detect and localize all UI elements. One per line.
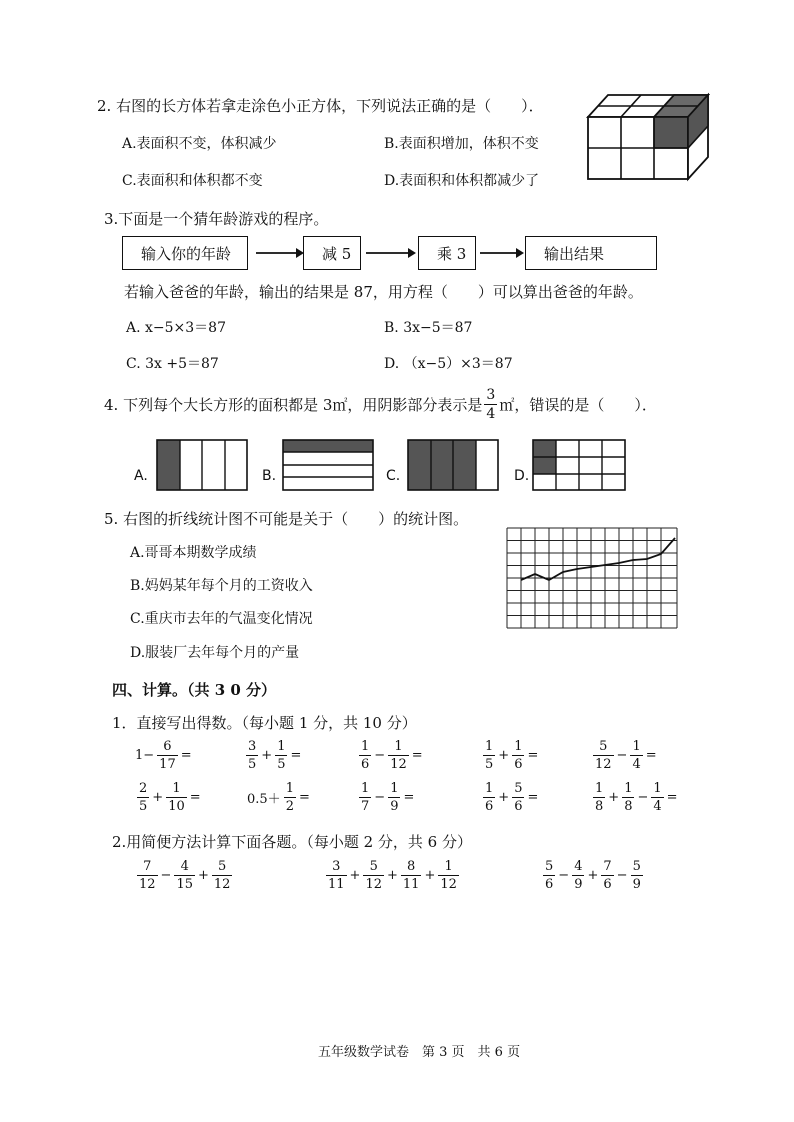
q4-fraction xyxy=(484,388,497,421)
q3-text2: 若输入爸爸的年龄，输出的结果是 87，用方程（ ）可以算出爸爸的年龄。 xyxy=(124,283,643,301)
fraction-denominator: 8 xyxy=(624,799,633,814)
fraction-denominator: 7 xyxy=(361,799,370,814)
fraction-numerator: 7 xyxy=(143,859,152,874)
fraction-numerator: 5 xyxy=(514,781,523,796)
section4-sub2: 2.用简便方法计算下面各题。（每小题 2 分，共 6 分） xyxy=(112,833,472,851)
flow-arrows xyxy=(252,245,532,261)
operator: = xyxy=(645,748,657,763)
fraction-denominator: 12 xyxy=(139,877,156,892)
page-footer: 五年级数学试卷 第 3 页 共 6 页 xyxy=(318,1045,521,1060)
fraction xyxy=(275,740,287,771)
operator: − xyxy=(616,868,628,883)
operator: + xyxy=(387,868,398,883)
q5-option-d: D.服装厂去年每个月的产量 xyxy=(130,645,300,661)
fraction-denominator: 12 xyxy=(365,877,382,892)
fraction xyxy=(593,782,605,813)
fraction-numerator: 5 xyxy=(632,859,641,874)
fraction-numerator: 1 xyxy=(285,781,294,796)
q4-figure-b xyxy=(283,440,375,490)
cuboid-figure xyxy=(588,95,708,190)
q3-option-b: B. 3x−5＝87 xyxy=(384,320,473,336)
q4-figure-c xyxy=(408,440,500,490)
fraction-numerator: 1 xyxy=(361,781,370,796)
q4-label-a: A. xyxy=(134,468,148,484)
q4-question xyxy=(104,388,657,421)
fraction xyxy=(157,740,178,771)
fraction-denominator: 12 xyxy=(213,877,231,892)
q4-frac-den: 4 xyxy=(486,406,496,422)
calc-row2-item3 xyxy=(359,782,415,813)
operator: + xyxy=(498,790,510,805)
fraction-numerator: 2 xyxy=(139,781,148,796)
fraction-denominator: 12 xyxy=(440,877,457,892)
fraction-numerator: 5 xyxy=(545,859,554,874)
q2-option-c: C.表面积和体积都不变 xyxy=(122,173,263,189)
fraction-denominator: 12 xyxy=(390,757,407,772)
fraction-denominator: 5 xyxy=(248,757,257,772)
fraction-denominator: 9 xyxy=(574,877,583,892)
fraction xyxy=(572,860,584,891)
operator: − xyxy=(374,790,386,805)
fraction xyxy=(601,860,613,891)
operator: + xyxy=(608,790,620,805)
calc-row2-item4 xyxy=(483,782,539,813)
fraction-numerator: 4 xyxy=(180,859,189,874)
fraction xyxy=(174,860,195,891)
q3-option-d: D. （x−5）×3＝87 xyxy=(384,356,513,372)
q2-option-a: A.表面积不变，体积减少 xyxy=(122,136,277,152)
fraction xyxy=(622,782,634,813)
fraction xyxy=(401,860,422,891)
operator: = xyxy=(298,790,310,805)
fraction-numerator: 5 xyxy=(599,739,608,754)
operator: 0.5＋ xyxy=(247,792,281,807)
fraction-numerator: 6 xyxy=(163,739,172,754)
fraction-numerator: 4 xyxy=(574,859,583,874)
fraction-numerator: 5 xyxy=(218,859,227,874)
operator: = xyxy=(180,748,192,763)
operator: = xyxy=(189,790,201,805)
operator: − xyxy=(637,790,649,805)
fraction xyxy=(630,740,642,771)
fraction-numerator: 1 xyxy=(361,739,370,754)
operator: = xyxy=(527,748,539,763)
operator: = xyxy=(290,748,302,763)
fraction xyxy=(438,860,459,891)
operator: + xyxy=(198,868,209,883)
fraction-numerator: 7 xyxy=(603,859,612,874)
fraction-denominator: 8 xyxy=(595,799,604,814)
fraction xyxy=(326,860,347,891)
q3-option-c: C. 3x +5＝87 xyxy=(126,356,219,372)
fraction-denominator: 5 xyxy=(277,757,286,772)
fraction-denominator: 11 xyxy=(328,877,345,892)
q5-option-a: A.哥哥本期数学成绩 xyxy=(130,545,257,561)
fraction-numerator: 1 xyxy=(390,781,399,796)
fraction xyxy=(512,740,524,771)
fraction-denominator: 17 xyxy=(159,757,176,772)
fraction xyxy=(359,740,371,771)
operator: = xyxy=(411,748,423,763)
fraction-numerator: 1 xyxy=(485,781,494,796)
section4-title: 四、计算。（共 3 0 分） xyxy=(112,681,277,699)
fraction-numerator: 1 xyxy=(172,781,181,796)
q3-option-a: A. x−5×3＝87 xyxy=(126,320,226,336)
fraction xyxy=(593,740,614,771)
q5-option-b: B.妈妈某年每个月的工资收入 xyxy=(130,578,313,594)
calc-row1-item1 xyxy=(134,740,193,771)
fraction xyxy=(359,782,371,813)
flow-step-output: 输出结果 xyxy=(525,236,657,270)
operator: − xyxy=(374,748,386,763)
fraction-denominator: 15 xyxy=(176,877,193,892)
fraction-numerator: 1 xyxy=(514,739,523,754)
calc-row1-item4 xyxy=(483,740,539,771)
operator: = xyxy=(666,790,678,805)
fraction xyxy=(137,860,158,891)
fraction xyxy=(388,740,409,771)
fraction-numerator: 1 xyxy=(277,739,286,754)
calc-row1-item3 xyxy=(359,740,424,771)
fraction xyxy=(631,860,643,891)
fraction xyxy=(543,860,555,891)
operator: 1− xyxy=(135,748,155,763)
fraction-numerator: 1 xyxy=(485,739,494,754)
fraction-numerator: 1 xyxy=(595,781,604,796)
fraction-numerator: 5 xyxy=(369,859,378,874)
calc-row1-item2 xyxy=(246,740,302,771)
operator: + xyxy=(349,868,361,883)
q2-option-b: B.表面积增加，体积不变 xyxy=(384,136,539,152)
fraction-denominator: 9 xyxy=(632,877,641,892)
fraction-denominator: 11 xyxy=(402,877,420,892)
operator: + xyxy=(587,868,599,883)
fraction-numerator: 1 xyxy=(444,859,453,874)
fraction-denominator: 12 xyxy=(595,757,612,772)
fraction-denominator: 6 xyxy=(485,799,494,814)
q2-option-d: D.表面积和体积都减少了 xyxy=(384,173,540,189)
q4-figure-d xyxy=(533,440,627,490)
q4-text-a: 4. 下列每个大长方形的面积都是 3㎡，用阴影部分表示是 xyxy=(104,396,483,414)
operator: − xyxy=(160,868,172,883)
q4-label-b: B. xyxy=(262,468,277,484)
fraction-denominator: 9 xyxy=(390,799,399,814)
fraction-denominator: 6 xyxy=(361,757,370,772)
q4-label-d: D. xyxy=(514,468,530,484)
fraction-denominator: 5 xyxy=(485,757,494,772)
fraction-denominator: 6 xyxy=(514,799,523,814)
fraction xyxy=(284,782,296,813)
fraction xyxy=(651,782,663,813)
fraction-denominator: 2 xyxy=(285,799,294,814)
flow-step-minus5: 减 5 xyxy=(303,236,361,270)
fraction-numerator: 1 xyxy=(394,739,403,754)
fraction xyxy=(483,740,495,771)
q2-text: 2. 右图的长方体若拿走涂色小正方体，下列说法正确的是（ ）． xyxy=(97,97,544,115)
calc-row2-item5 xyxy=(593,782,679,813)
fraction-denominator: 6 xyxy=(603,877,612,892)
operator: + xyxy=(152,790,164,805)
fraction xyxy=(212,860,233,891)
fraction-denominator: 4 xyxy=(632,757,641,772)
fraction-denominator: 6 xyxy=(545,877,554,892)
calc-row2-item2 xyxy=(246,782,311,813)
calc-row3-item2 xyxy=(326,860,459,891)
fraction xyxy=(137,782,149,813)
fraction-numerator: 1 xyxy=(653,781,662,796)
flow-step-input: 输入你的年龄 xyxy=(122,236,248,270)
q5-option-c: C.重庆市去年的气温变化情况 xyxy=(130,611,313,627)
operator: = xyxy=(527,790,539,805)
fraction-denominator: 5 xyxy=(139,799,148,814)
fraction-numerator: 1 xyxy=(632,739,641,754)
q5-text: 5. 右图的折线统计图不可能是关于（ ）的统计图。 xyxy=(104,510,469,528)
calc-row1-item5 xyxy=(593,740,658,771)
calc-row2-item1 xyxy=(137,782,202,813)
fraction-denominator: 6 xyxy=(514,757,523,772)
calc-row3-item1 xyxy=(137,860,232,891)
fraction-numerator: 3 xyxy=(248,739,257,754)
q4-figure-a xyxy=(157,440,249,490)
operator: − xyxy=(616,748,628,763)
fraction xyxy=(512,782,524,813)
operator: + xyxy=(424,868,436,883)
calc-row3-item3 xyxy=(543,860,643,891)
fraction xyxy=(363,860,384,891)
section4-sub1: 1．直接写出得数。（每小题 1 分，共 10 分） xyxy=(112,714,417,732)
q4-label-c: C. xyxy=(386,468,401,484)
fraction-numerator: 8 xyxy=(407,859,416,874)
line-chart-figure xyxy=(507,528,679,630)
fraction xyxy=(166,782,187,813)
fraction xyxy=(483,782,495,813)
operator: + xyxy=(498,748,510,763)
operator: − xyxy=(558,868,570,883)
operator: = xyxy=(403,790,415,805)
fraction xyxy=(388,782,400,813)
fraction-numerator: 3 xyxy=(332,859,341,874)
q4-text-b: ㎡，错误的是（ ）． xyxy=(499,396,657,414)
fraction xyxy=(246,740,258,771)
fraction-numerator: 1 xyxy=(624,781,633,796)
fraction-denominator: 10 xyxy=(168,799,185,814)
q3-text: 3.下面是一个猜年龄游戏的程序。 xyxy=(104,210,329,228)
flow-step-times3: 乘 3 xyxy=(418,236,476,270)
operator: + xyxy=(261,748,273,763)
q4-frac-num: 3 xyxy=(486,387,496,403)
fraction-denominator: 4 xyxy=(653,799,662,814)
